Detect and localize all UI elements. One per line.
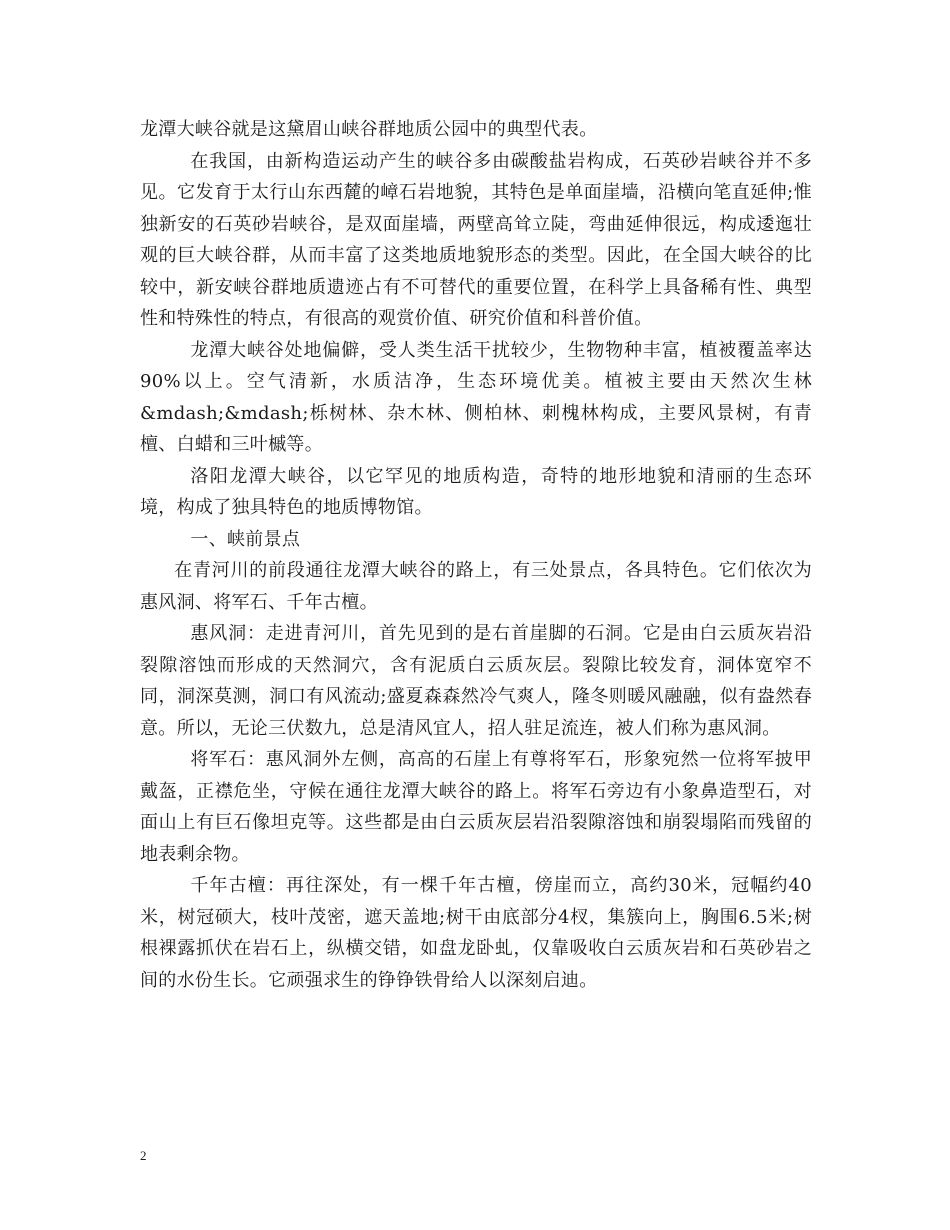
paragraph-quartz-sandstone: 在我国，由新构造运动产生的峡谷多由碳酸盐岩构成，石英砂岩峡谷并不多见。它发育于太行山东西麓的嶂石岩地貌，其特色是单面崖墙，沿横向笔直延伸;惟独新安的石英砂岩峡谷，是双面崖墙，两壁高耸立陡，弯曲延伸很远，构成逶迤壮观的巨大峡谷群，从而丰富了这类地质地貌形态的类型。因此，在全国大峡谷的比较中，新安峡谷群地质遗迹占有不可替代的重要位置，在科学上具备稀有性、典型性和特殊性的特点，有很高的观赏价值、研究价值和科普价值。 xyxy=(140,150,812,329)
paragraph-general-stone: 将军石：惠风洞外左侧，高高的石崖上有尊将军石，形象宛然一位将军披甲戴盔，正襟危坐，守候在通往龙潭大峡谷的路上。将军石旁边有小象鼻造型石，对面山上有巨石像坦克等。这些都是由白云质灰层岩沿裂隙溶蚀和崩裂塌陷而残留的地表剩余物。 xyxy=(140,749,812,865)
section-heading: 一、峡前景点 xyxy=(190,528,301,550)
paragraph-vegetation: 龙潭大峡谷处地偏僻，受人类生活干扰较少，生物物种丰富，植被覆盖率达90%以上。空气清新，水质洁净，生态环境优美。植被主要由天然次生林&mdash;&mdash;栎树林、杂木林、侧柏林、刺槐林构成，主要风景树，有青檀、白蜡和三叶槭等。 xyxy=(140,339,812,455)
document-body xyxy=(140,114,812,996)
paragraph-intro: 龙潭大峡谷就是这黛眉山峡谷群地质公园中的典型代表。 xyxy=(140,119,598,140)
paragraph-huifeng-cave: 惠风洞：走进青河川，首先见到的是右首崖脚的石洞。它是由白云质灰岩沿裂隙溶蚀而形成的天然洞穴，含有泥质白云质灰层。裂隙比较发育，洞体宽窄不同，洞深莫测，洞口有风流动;盛夏森森然冷气爽人，隆冬则暖风融融，似有盎然春意。所以，无论三伏数九，总是清风宜人，招人驻足流连，被人们称为惠风洞。 xyxy=(140,623,812,739)
paragraph-geological-museum: 洛阳龙潭大峡谷，以它罕见的地质构造，奇特的地形地貌和清丽的生态环境，构成了独具特色的地质博物馆。 xyxy=(140,465,812,518)
paragraph-three-sights: 在青河川的前段通往龙潭大峡谷的路上，有三处景点，各具特色。它们依次为惠风洞、将军石、千年古檀。 xyxy=(140,560,812,613)
paragraph-ancient-sandalwood: 千年古檀：再往深处，有一棵千年古檀，傍崖而立，高约30米，冠幅约40米，树冠硕大，枝叶茂密，遮天盖地;树干由底部分4杈，集簇向上，胸围6.5米;树根裸露抓伏在岩石上，纵横交错，如盘龙卧虬，仅靠吸收白云质灰岩和石英砂岩之间的水份生长。它顽强求生的铮铮铁骨给人以深刻启迪。 xyxy=(140,875,812,991)
page-number: 2 xyxy=(140,1148,147,1163)
